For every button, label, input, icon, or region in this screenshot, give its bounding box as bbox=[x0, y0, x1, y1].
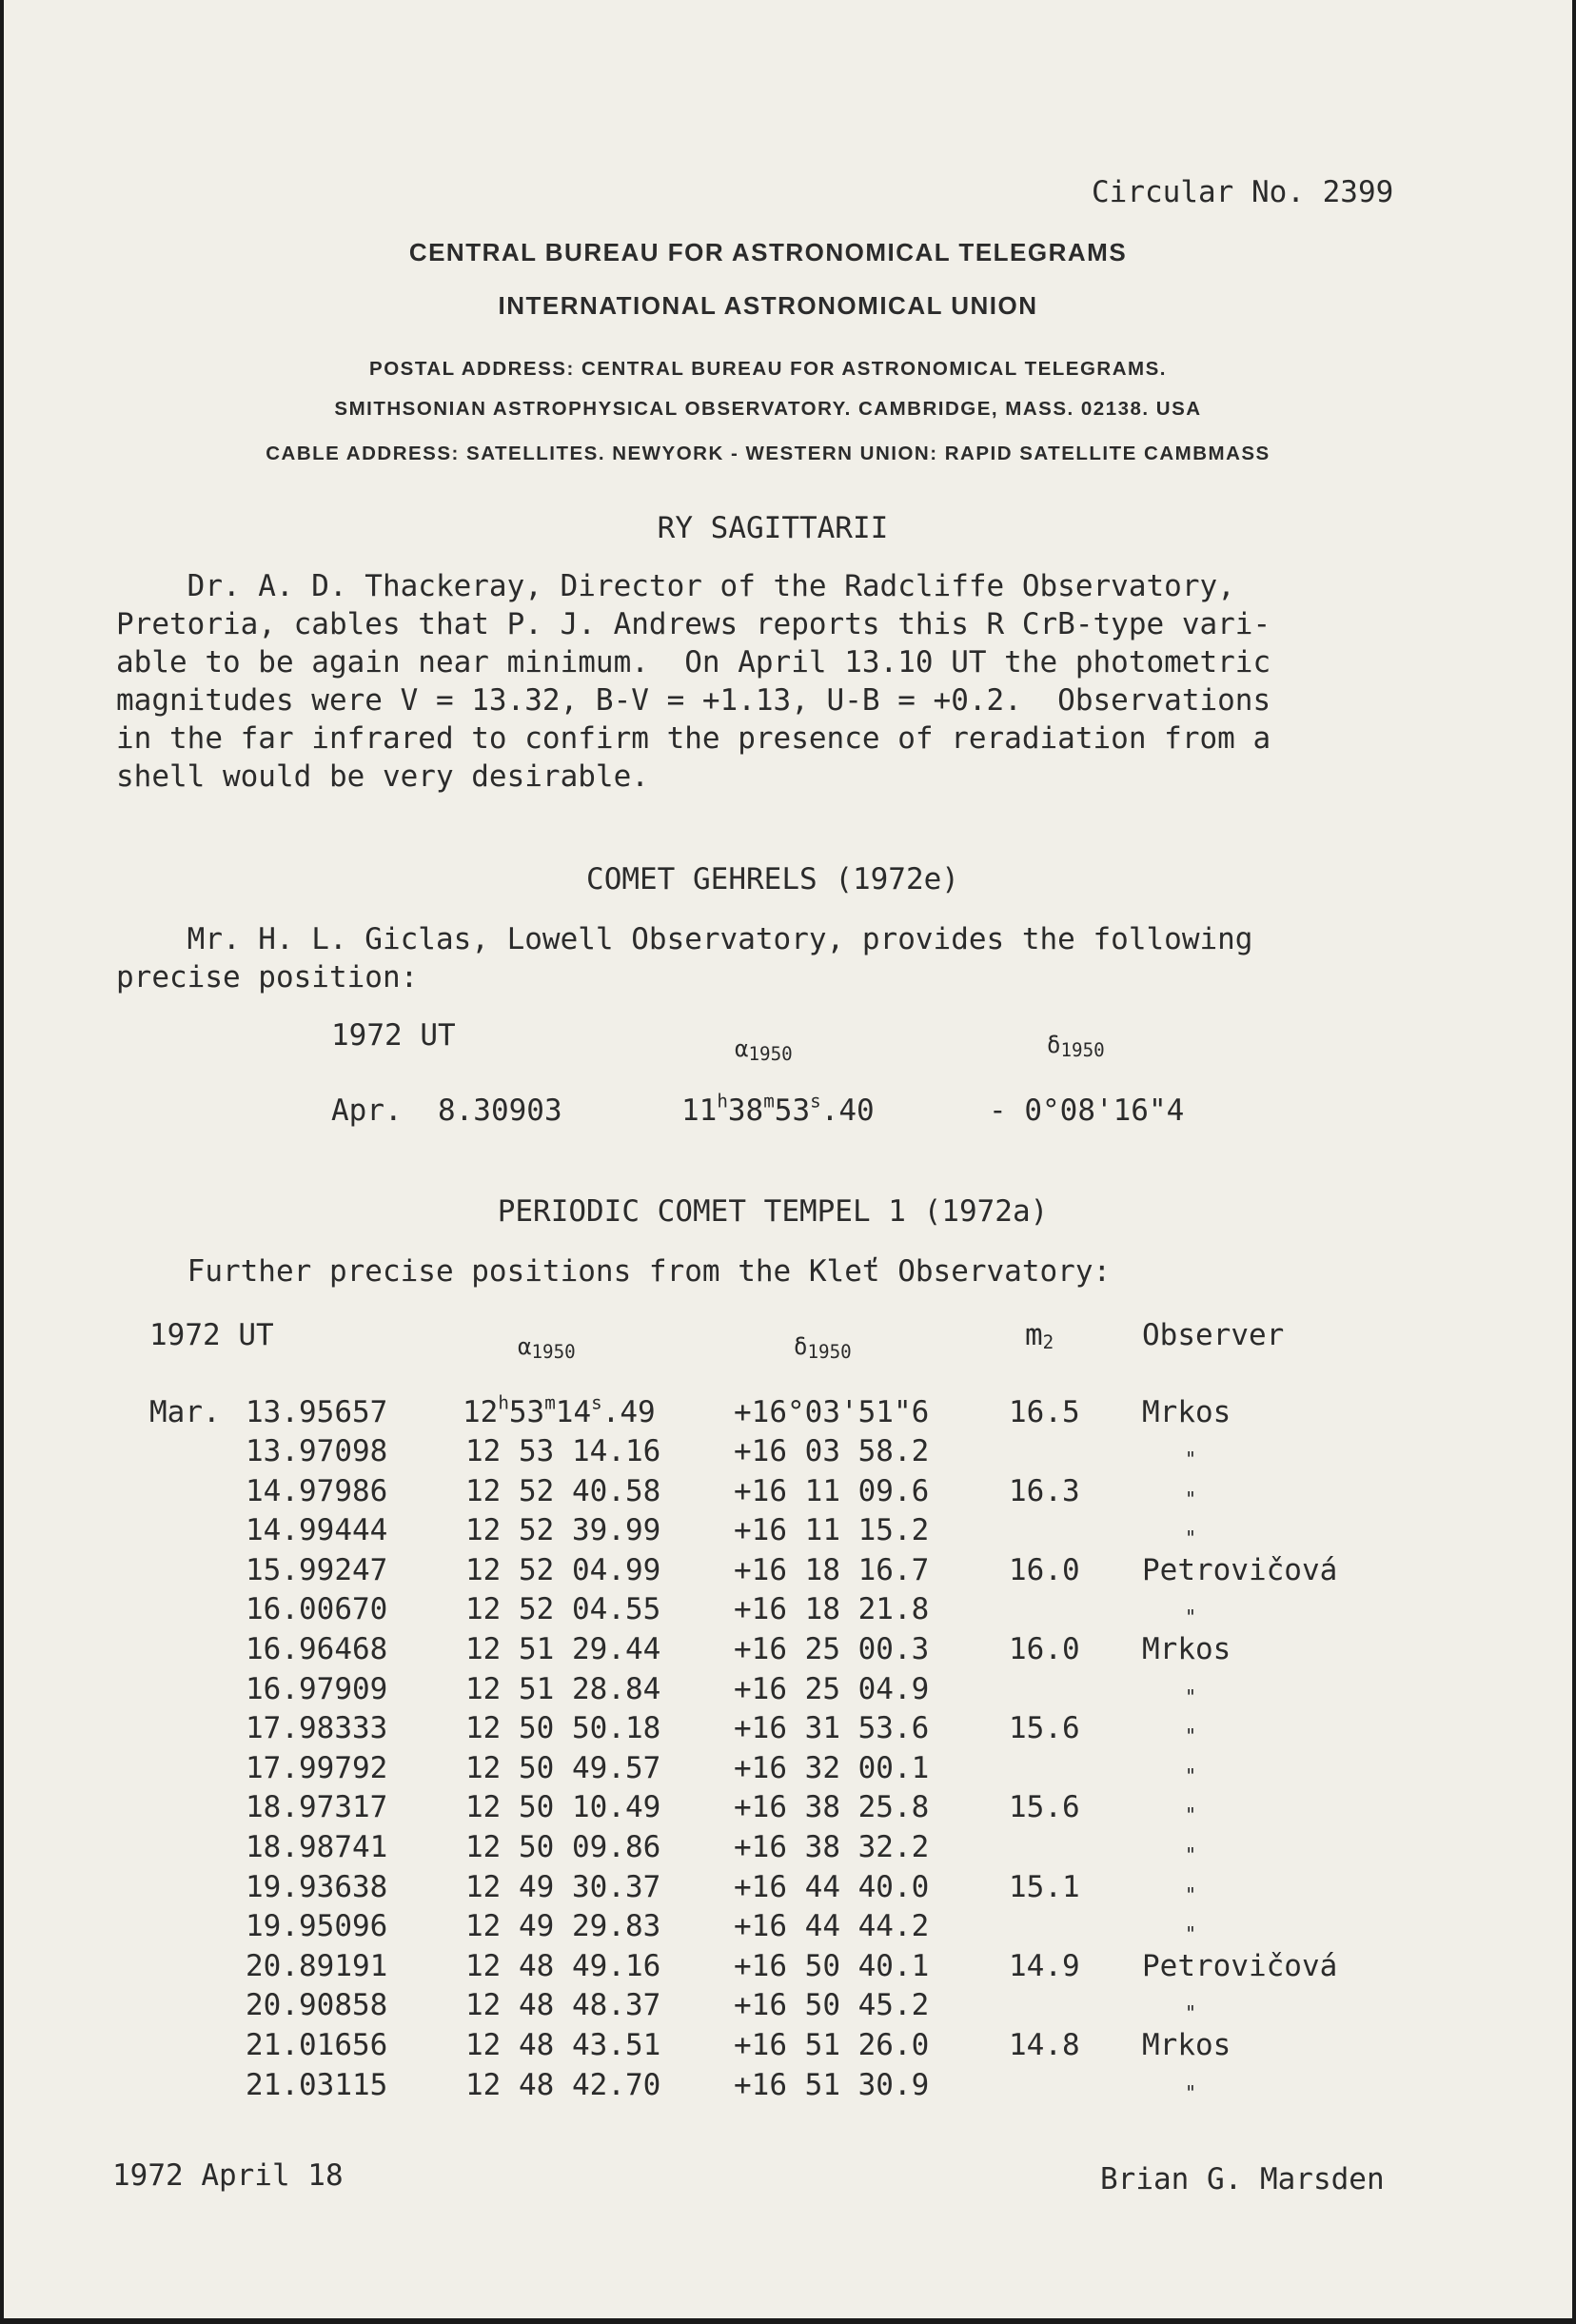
observer: " bbox=[1185, 1448, 1197, 1470]
obs-date: 17.99792 bbox=[246, 1750, 388, 1785]
right-ascension: 12 50 50.18 bbox=[465, 1711, 661, 1746]
table-row bbox=[4, 1709, 1576, 1747]
signature: Brian G. Marsden bbox=[1100, 2162, 1385, 2196]
table-row bbox=[4, 1986, 1576, 2024]
column-header-observer: Observer bbox=[1142, 1318, 1285, 1352]
obs-date: 19.93638 bbox=[246, 1869, 388, 1904]
column-header-magnitude: $m_2$ bbox=[1025, 1318, 1054, 1353]
declination: +16 51 26.0 bbox=[734, 2028, 930, 2062]
obs-date: 19.95096 bbox=[246, 1909, 388, 1944]
paragraph-line: magnitudes were V = 13.32, B-V = +1.13, U-B = +0.2. Observations bbox=[116, 683, 1271, 718]
obs-date: 14.97986 bbox=[246, 1473, 388, 1508]
gehrels-right-ascension: 11$^h$38$^m$53$^s$.40 bbox=[681, 1090, 875, 1128]
observer: Mrkos bbox=[1142, 2028, 1231, 2062]
declination: +16 50 40.1 bbox=[734, 1948, 930, 1983]
obs-date: 18.98741 bbox=[246, 1830, 388, 1864]
obs-date: 17.98333 bbox=[246, 1711, 388, 1746]
obs-date: 21.01656 bbox=[246, 2028, 388, 2062]
table-row bbox=[4, 1907, 1576, 1945]
observer: " bbox=[1185, 1526, 1197, 1550]
obs-date: 16.00670 bbox=[246, 1592, 388, 1627]
right-ascension: 12 48 43.51 bbox=[465, 2028, 661, 2062]
paragraph-line: Mr. H. L. Giclas, Lowell Observatory, provides the following bbox=[116, 922, 1253, 956]
table-row bbox=[4, 1511, 1576, 1549]
table-row bbox=[4, 1828, 1576, 1866]
magnitude: 16.5 bbox=[1009, 1395, 1080, 1429]
observer: " bbox=[1185, 1487, 1197, 1510]
table-row bbox=[4, 1432, 1576, 1470]
table-row bbox=[4, 1472, 1576, 1510]
declination: +16 50 45.2 bbox=[734, 1988, 930, 2023]
observer: Petrovičová bbox=[1142, 1948, 1338, 1983]
magnitude: 15.6 bbox=[1009, 1790, 1080, 1825]
declination: +16 38 25.8 bbox=[734, 1790, 930, 1825]
table-row bbox=[4, 1590, 1576, 1628]
paragraph-line: shell would be very desirable. bbox=[116, 759, 649, 794]
right-ascension: 12 52 04.55 bbox=[465, 1592, 661, 1627]
observer: " bbox=[1185, 1724, 1197, 1748]
declination: +16 51 30.9 bbox=[734, 2067, 930, 2102]
column-header-declination: $\delta_{1950}$ bbox=[1047, 1032, 1105, 1061]
gehrels-declination: - 0°08'16"4 bbox=[989, 1093, 1185, 1128]
table-row bbox=[4, 1947, 1576, 1985]
declination: +16 11 15.2 bbox=[734, 1513, 930, 1548]
paragraph-line: Further precise positions from the Kleť Observatory: bbox=[116, 1254, 1112, 1289]
observer: Petrovičová bbox=[1142, 1552, 1338, 1587]
declination: +16 38 32.2 bbox=[734, 1830, 930, 1864]
table-row bbox=[4, 2026, 1576, 2064]
right-ascension: 12 49 29.83 bbox=[465, 1909, 661, 1944]
circular-number: Circular No. 2399 bbox=[1092, 175, 1394, 209]
magnitude: 16.0 bbox=[1009, 1632, 1080, 1666]
observer: Mrkos bbox=[1142, 1632, 1231, 1666]
obs-date: 18.97317 bbox=[246, 1790, 388, 1825]
paragraph-line: able to be again near minimum. On April 13.10 UT the photometric bbox=[116, 645, 1271, 679]
magnitude: 16.0 bbox=[1009, 1552, 1080, 1587]
paragraph-line: in the far infrared to confirm the presence of reradiation from a bbox=[116, 721, 1271, 756]
magnitude: 14.8 bbox=[1009, 2028, 1080, 2062]
column-header-declination: $\delta_{1950}$ bbox=[794, 1333, 852, 1363]
table-row bbox=[4, 1393, 1576, 1431]
observer: " bbox=[1185, 2001, 1197, 2025]
declination: +16 18 21.8 bbox=[734, 1592, 930, 1627]
declination: +16 31 53.6 bbox=[734, 1711, 930, 1746]
section-title-tempel-1: PERIODIC COMET TEMPEL 1 (1972a) bbox=[497, 1194, 1049, 1229]
observer: " bbox=[1185, 1803, 1197, 1827]
obs-date: 16.97909 bbox=[246, 1671, 388, 1706]
column-header-time: 1972 UT bbox=[331, 1018, 456, 1053]
paragraph-line: precise position: bbox=[116, 960, 419, 995]
obs-date: 21.03115 bbox=[246, 2067, 388, 2102]
observer: " bbox=[1185, 1684, 1197, 1708]
declination: +16 11 09.6 bbox=[734, 1473, 930, 1508]
obs-date: 20.89191 bbox=[246, 1948, 388, 1983]
declination: +16 44 44.2 bbox=[734, 1909, 930, 1944]
magnitude: 16.3 bbox=[1009, 1473, 1080, 1508]
magnitude: 15.6 bbox=[1009, 1711, 1080, 1746]
declination: +16°03'51"6 bbox=[734, 1395, 930, 1429]
right-ascension: 12 50 10.49 bbox=[465, 1790, 661, 1825]
observer: " bbox=[1185, 1882, 1197, 1906]
bureau-title: CENTRAL BUREAU FOR ASTRONOMICAL TELEGRAMS bbox=[408, 238, 1128, 266]
table-row bbox=[4, 1670, 1576, 1708]
magnitude: 14.9 bbox=[1009, 1948, 1080, 1983]
table-row bbox=[4, 1788, 1576, 1826]
right-ascension: 12 49 30.37 bbox=[465, 1869, 661, 1904]
paragraph-line: Dr. A. D. Thackeray, Director of the Radcliffe Observatory, bbox=[116, 569, 1235, 603]
section-title-comet-gehrels: COMET GEHRELS (1972e) bbox=[586, 862, 959, 896]
table-row bbox=[4, 1868, 1576, 1906]
declination: +16 18 16.7 bbox=[734, 1552, 930, 1587]
declination: +16 32 00.1 bbox=[734, 1750, 930, 1785]
table-row bbox=[4, 2066, 1576, 2104]
right-ascension: 12 48 49.16 bbox=[465, 1948, 661, 1983]
gehrels-date: Apr. 8.30903 bbox=[331, 1093, 562, 1128]
right-ascension: 12 51 29.44 bbox=[465, 1632, 661, 1666]
circular-page bbox=[4, 0, 1572, 2318]
right-ascension: 12 50 09.86 bbox=[465, 1830, 661, 1864]
right-ascension: 12 48 42.70 bbox=[465, 2067, 661, 2102]
footer-date: 1972 April 18 bbox=[112, 2158, 344, 2193]
observer: " bbox=[1185, 2080, 1197, 2104]
table-row bbox=[4, 1749, 1576, 1787]
union-title: INTERNATIONAL ASTRONOMICAL UNION bbox=[498, 291, 1038, 320]
column-header-time: 1972 UT bbox=[149, 1318, 274, 1352]
right-ascension: 12 50 49.57 bbox=[465, 1750, 661, 1785]
declination: +16 25 04.9 bbox=[734, 1671, 930, 1706]
observer: " bbox=[1185, 1843, 1197, 1866]
column-header-right-ascension: $\alpha_{1950}$ bbox=[518, 1333, 576, 1363]
right-ascension: 12 51 28.84 bbox=[465, 1671, 661, 1706]
table-row bbox=[4, 1551, 1576, 1589]
observer: " bbox=[1185, 1763, 1197, 1787]
obs-date: 16.96468 bbox=[246, 1632, 388, 1666]
obs-date: 13.97098 bbox=[246, 1434, 388, 1468]
right-ascension: 12 53 14.16 bbox=[465, 1434, 661, 1468]
right-ascension: 12$^h$53$^m$14$^s$.49 bbox=[463, 1391, 656, 1429]
obs-date: 13.95657 bbox=[246, 1395, 388, 1429]
magnitude: 15.1 bbox=[1009, 1869, 1080, 1904]
table-row bbox=[4, 1630, 1576, 1668]
right-ascension: 12 52 40.58 bbox=[465, 1473, 661, 1508]
right-ascension: 12 52 39.99 bbox=[465, 1513, 661, 1548]
observer: " bbox=[1185, 1605, 1197, 1629]
right-ascension: 12 48 48.37 bbox=[465, 1988, 661, 2023]
declination: +16 25 00.3 bbox=[734, 1632, 930, 1666]
postal-address-line-1: POSTAL ADDRESS: CENTRAL BUREAU FOR ASTRONOMICAL TELEGRAMS. bbox=[369, 358, 1167, 380]
declination: +16 44 40.0 bbox=[734, 1869, 930, 1904]
obs-date: 15.99247 bbox=[246, 1552, 388, 1587]
month-label: Mar. bbox=[149, 1395, 221, 1429]
column-header-right-ascension: $\alpha_{1950}$ bbox=[735, 1035, 793, 1065]
paragraph-line: Pretoria, cables that P. J. Andrews reports this R CrB-type vari- bbox=[116, 607, 1271, 641]
section-title-ry-sagittarii: RY SAGITTARII bbox=[657, 511, 889, 545]
declination: +16 03 58.2 bbox=[734, 1434, 930, 1468]
obs-date: 14.99444 bbox=[246, 1513, 388, 1548]
observer: " bbox=[1185, 1922, 1197, 1946]
observer: Mrkos bbox=[1142, 1395, 1231, 1429]
cable-address-line: CABLE ADDRESS: SATELLITES. NEWYORK - WESTERN UNION: RAPID SATELLITE CAMBMASS bbox=[266, 443, 1271, 464]
obs-date: 20.90858 bbox=[246, 1988, 388, 2023]
right-ascension: 12 52 04.99 bbox=[465, 1552, 661, 1587]
postal-address-line-2: SMITHSONIAN ASTROPHYSICAL OBSERVATORY. CAMBRIDGE, MASS. 02138. USA bbox=[334, 398, 1202, 420]
